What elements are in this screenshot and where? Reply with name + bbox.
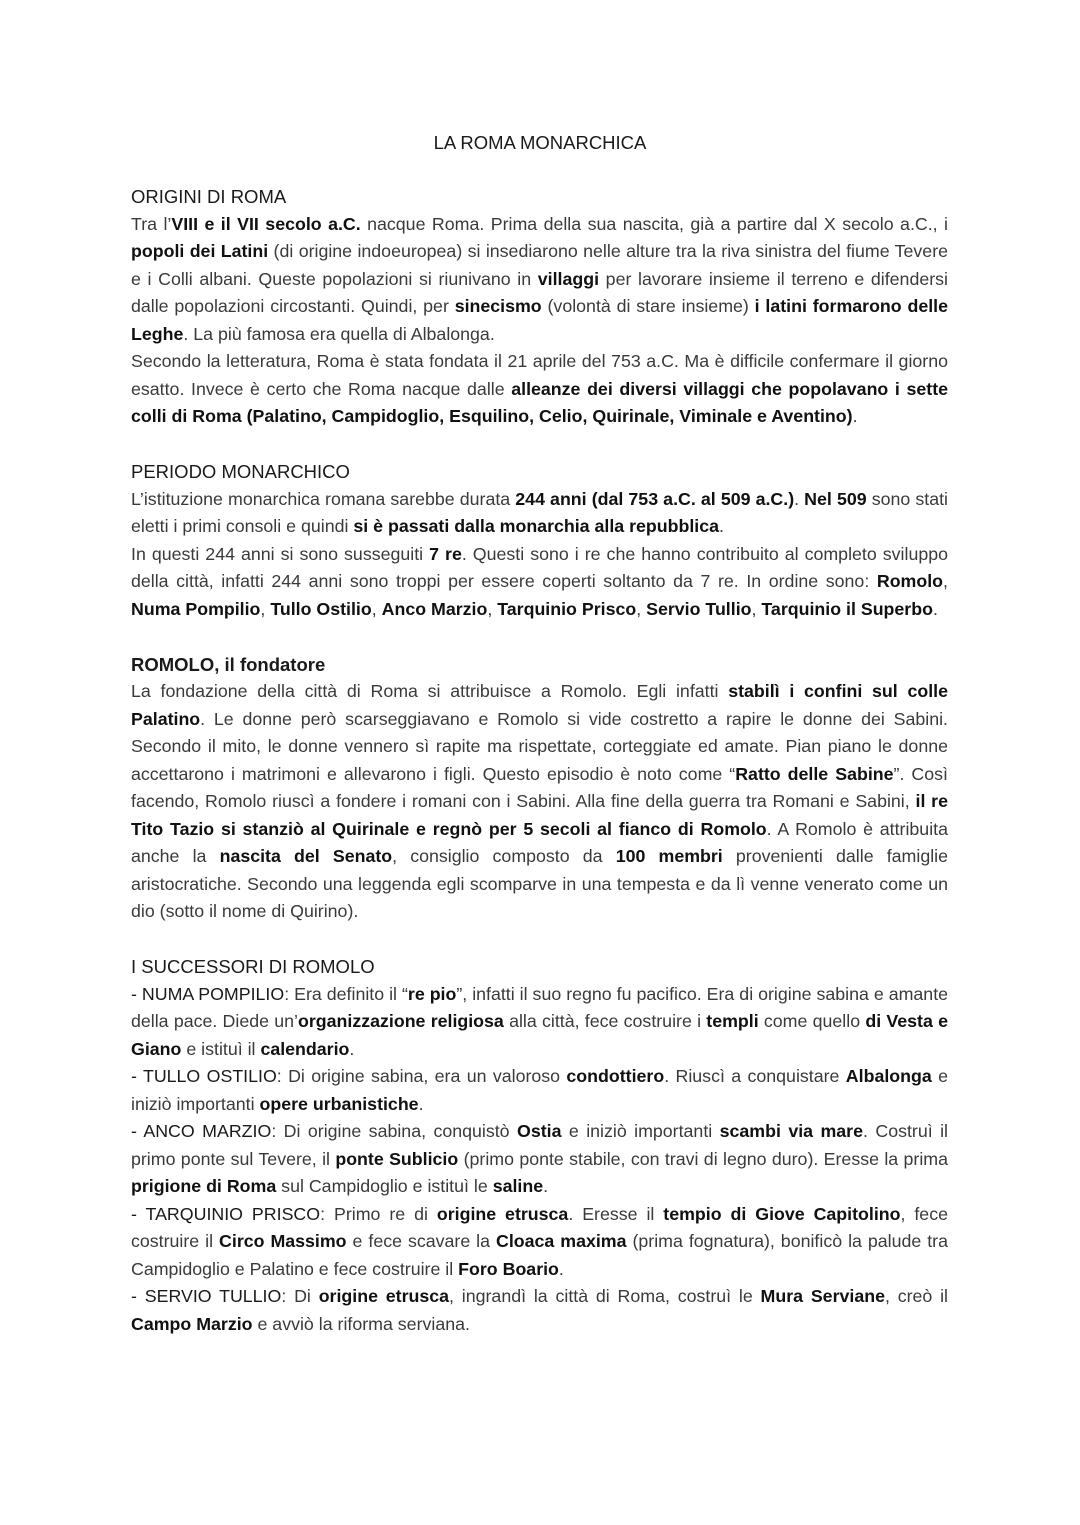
bold-text: sinecismo <box>454 296 542 316</box>
text-run: : Primo re di <box>320 1203 437 1224</box>
paragraph <box>131 1063 948 1118</box>
bold-text: si è passati dalla monarchia alla repubblica <box>353 516 720 536</box>
bold-text: origine etrusca <box>318 1286 450 1306</box>
text-run: provenienti dalle famiglie aristocratiche. Secondo una leggenda egli scomparve in una tempesta e da lì venne venerato come un dio (sotto il nome di Quirino). <box>131 846 949 921</box>
text-run: (volontà di stare insieme) <box>541 296 755 316</box>
text-run: In questi 244 anni si sono susseguiti <box>131 543 430 564</box>
bold-text: prigione di Roma <box>131 1176 277 1196</box>
text-run: Secondo la letteratura, Roma è stata fondata il 21 aprile del 753 a.C. Ma è difficile confermare il giorno esatto. Invece è certo che Roma nacque dalle <box>131 351 948 399</box>
text-run: . Questi sono i re che hanno contribuito al completo sviluppo della città, infatti 244 anni sono troppi per essere coperti soltanto da 7 re. In ordine sono: <box>131 543 948 591</box>
paragraph <box>131 678 948 926</box>
text-run: : Era definito il “ <box>284 983 408 1004</box>
bold-text: villaggi <box>537 268 600 289</box>
king-name: - ANCO MARZIO <box>131 1121 272 1141</box>
paragraph <box>131 1118 948 1201</box>
bold-text: 244 anni (dal 753 a.C. al 509 a.C.) <box>515 488 795 509</box>
text-run: . <box>719 516 724 536</box>
bold-text: Tarquinio il Superbo <box>761 598 933 619</box>
section <box>131 183 948 431</box>
page-title: LA ROMA MONARCHICA <box>433 132 647 153</box>
bold-text: Mura Serviane <box>760 1286 885 1306</box>
text-run: nacque Roma. Prima della sua nascita, già a partire dal X secolo a.C., i <box>360 213 948 234</box>
text-run: sul Campidoglio e istituì le <box>276 1176 493 1196</box>
text-run: , ingrandì la città di Roma, costruì le <box>449 1286 761 1306</box>
section-heading <box>131 183 948 211</box>
paragraph <box>131 1283 948 1338</box>
bold-text: organizzazione religiosa <box>298 1011 504 1031</box>
bold-text: Servio Tullio <box>646 598 752 619</box>
text-run: per lavorare insieme il terreno e difendersi dalle popolazioni circostanti. Quindi, per <box>131 268 948 316</box>
bold-text: Tarquinio Prisco <box>497 598 637 619</box>
bold-text: Nel 509 <box>804 488 867 509</box>
bold-text: calendario <box>260 1038 350 1059</box>
text-run: . <box>794 488 805 509</box>
bold-text: di Vesta e Giano <box>131 1011 948 1059</box>
text-run: , <box>260 598 271 619</box>
bold-text: Cloaca maxima <box>496 1231 627 1251</box>
bold-text: popoli dei Latini <box>131 241 269 261</box>
text-run: . <box>932 598 938 619</box>
king-name: - SERVIO TULLIO <box>131 1286 282 1306</box>
text-run: : Di origine sabina, era un valoroso <box>276 1066 567 1086</box>
bold-text: condottiero <box>566 1066 665 1086</box>
bold-text: scambi via mare <box>719 1121 863 1141</box>
paragraph <box>131 1201 948 1284</box>
section-heading <box>131 953 948 981</box>
king-name: - NUMA POMPILIO <box>131 983 285 1004</box>
paragraph <box>131 541 948 624</box>
paragraph <box>131 486 948 541</box>
bold-text: Campo Marzio <box>131 1313 253 1334</box>
section-heading <box>131 651 948 679</box>
bold-text: 7 re <box>429 543 462 564</box>
bold-text: origine etrusca <box>436 1203 569 1224</box>
text-run: alla città, fece costruire i <box>503 1011 707 1031</box>
bold-text: templi <box>706 1011 759 1031</box>
bold-text: i latini formarono delle Leghe <box>131 296 948 344</box>
bold-text: Tullo Ostilio <box>270 598 372 619</box>
text-run: e avviò la riforma serviana. <box>252 1313 470 1334</box>
paragraph <box>131 211 948 349</box>
text-run: ORIGINI DI ROMA <box>131 186 287 207</box>
bold-text: ROMOLO <box>131 653 215 675</box>
bold-text: Romolo <box>876 571 944 591</box>
text-run: come quello <box>758 1011 866 1031</box>
bold-text: , il fondatore <box>214 653 326 675</box>
bold-text: Ratto delle Sabine <box>735 763 894 784</box>
bold-text: saline <box>492 1176 544 1196</box>
document-body <box>131 183 948 1366</box>
bold-text: VIII e il VII secolo a.C. <box>171 213 361 234</box>
text-run: , fece costruire il <box>131 1203 948 1251</box>
text-run: : Di origine sabina, conquistò <box>271 1121 517 1141</box>
bold-text: Numa Pompilio <box>131 598 261 619</box>
bold-text: Albalonga <box>845 1066 932 1086</box>
text-run: . La più famosa era quella di Albalonga. <box>183 323 495 344</box>
text-run: sono stati eletti i primi consoli e quindi <box>131 488 948 536</box>
text-run: , <box>371 598 382 619</box>
bold-text: tempio di Giove Capitolino <box>663 1203 901 1224</box>
text-run: e istituì il <box>181 1038 261 1059</box>
bold-text: nascita del Senato <box>219 846 393 866</box>
bold-text: il re Tito Tazio si stanziò al Quirinale e regnò per 5 secoli al fianco di Romolo <box>131 791 948 839</box>
text-run: Tra l’ <box>131 213 172 234</box>
section-heading <box>131 458 948 486</box>
text-run: L’istituzione monarchica romana sarebbe durata <box>131 488 516 509</box>
bold-text: Anco Marzio <box>381 598 488 619</box>
bold-text: Ostia <box>516 1121 562 1141</box>
text-run: . <box>543 1176 549 1196</box>
section <box>131 651 948 926</box>
text-run: e iniziò importanti <box>561 1121 720 1141</box>
text-run: (di origine indoeuropea) si insediarono nelle alture tra la riva sinistra del fiume Tevere e i Colli albani. Queste popolazioni si riunivano in <box>131 241 948 289</box>
text-run: . <box>558 1258 564 1279</box>
text-run: e iniziò importanti <box>131 1066 948 1114</box>
text-run: , consiglio composto da <box>392 846 616 866</box>
text-run: . <box>418 1093 424 1114</box>
text-run: , <box>943 571 948 591</box>
text-run: I SUCCESSORI DI ROMOLO <box>131 956 375 977</box>
text-run: : Di <box>281 1286 319 1306</box>
text-run: (prima fognatura), bonificò la palude tra Campidoglio e Palatino e fece costruire il <box>131 1231 948 1279</box>
bold-text: Foro Boario <box>458 1258 559 1279</box>
text-run: . <box>852 406 858 426</box>
text-run: (primo ponte stabile, con travi di legno duro). Eresse la prima <box>458 1148 948 1169</box>
text-run: La fondazione della città di Roma si attribuisce a Romolo. Egli infatti <box>131 681 729 701</box>
text-run: ”. Così facendo, Romolo riuscì a fondere i romani con i Sabini. Alla fine della guerra tra Romani e Sabini, <box>131 763 948 811</box>
bold-text: 100 membri <box>615 846 723 866</box>
bold-text: re pio <box>407 983 457 1004</box>
king-name: - TARQUINIO PRISCO <box>131 1203 321 1224</box>
text-run: . Costruì il primo ponte sul Tevere, il <box>131 1121 948 1169</box>
text-run: . A Romolo è attribuita anche la <box>131 818 948 866</box>
text-run: . Riuscì a conquistare <box>664 1066 846 1086</box>
text-run: , <box>636 598 647 619</box>
section <box>131 953 948 1338</box>
paragraph <box>131 348 948 431</box>
text-run: . Eresse il <box>568 1203 664 1224</box>
text-run: . <box>349 1038 355 1059</box>
bold-text: stabilì i confini sul colle Palatino <box>131 681 948 729</box>
text-run: , <box>751 598 762 619</box>
text-run: . Le donne però scarseggiavano e Romolo si vide costretto a rapire le donne dei Sabini. Secondo il mito, le donne vennero sì rapite ma rispettate, corteggiate ed amate. Pian piano le donne accettarono i matrimoni e allevarono i figli. Questo episodio è noto come “ <box>131 708 948 784</box>
bold-text: alleanze dei diversi villaggi che popolavano i sette colli di Roma (Palatino, Campidoglio, Esquilino, Celio, Quirinale, Viminale e Aventino) <box>131 378 949 426</box>
text-run: , <box>487 598 498 619</box>
bold-text: Circo Massimo <box>219 1231 347 1251</box>
text-run: ”, infatti il suo regno fu pacifico. Era di origine sabina e amante della pace. Diede un’ <box>131 983 949 1031</box>
text-run: PERIODO MONARCHICO <box>131 461 350 482</box>
text-run: e fece scavare la <box>346 1231 496 1251</box>
paragraph <box>131 981 948 1064</box>
bold-text: opere urbanistiche <box>259 1093 419 1114</box>
king-name: - TULLO OSTILIO <box>131 1066 277 1086</box>
bold-text: ponte Sublicio <box>335 1148 459 1169</box>
text-run: , creò il <box>884 1286 949 1306</box>
section <box>131 458 948 623</box>
